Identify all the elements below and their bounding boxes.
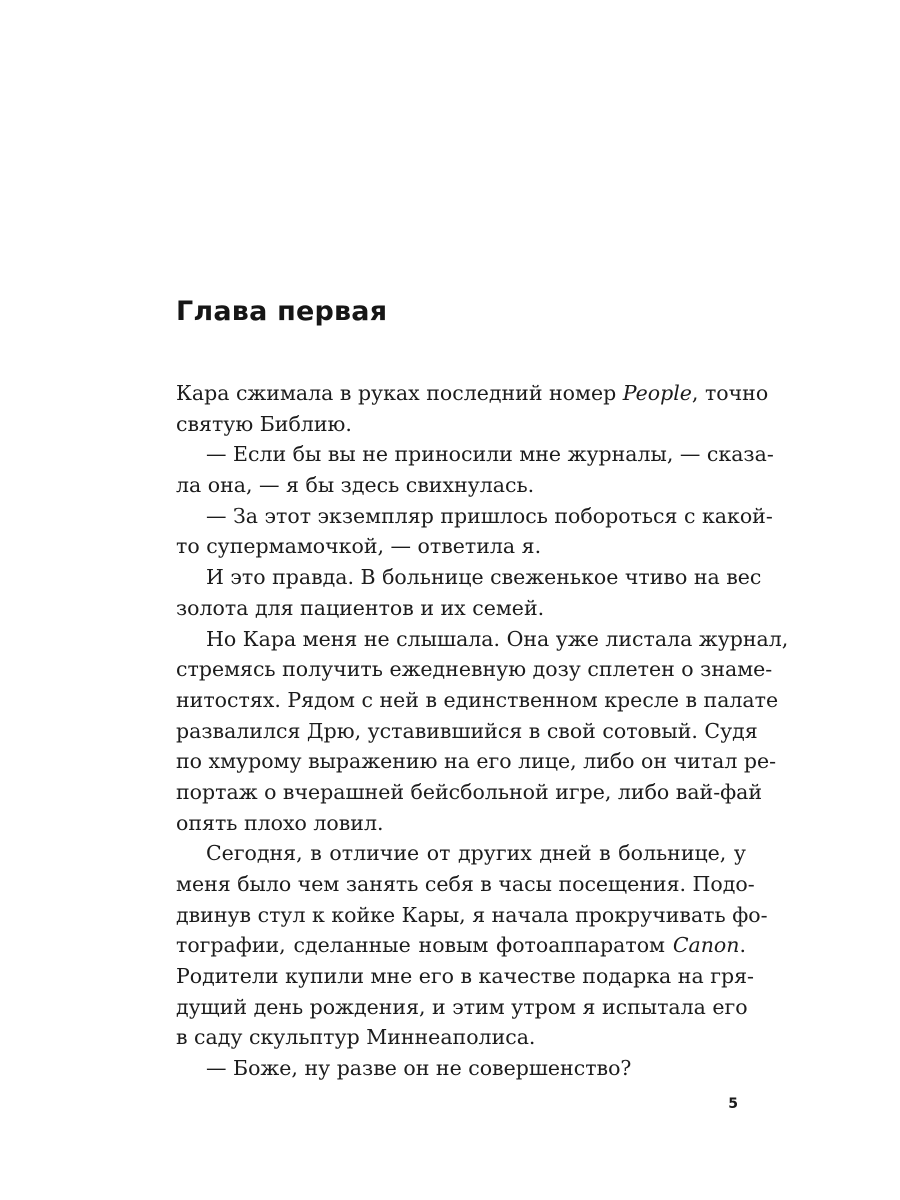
text-line: портаж о вчерашней бейсбольной игре, либо вай-фай — [176, 779, 763, 804]
text-line: золота для пациентов и их семей. — [176, 595, 545, 620]
page-number: 5 — [728, 1096, 738, 1112]
text-line: по хмурому выражению на его лице, либо он читал ре- — [176, 749, 777, 774]
text-line: Родители купили мне его в качестве подарка на гря- — [176, 964, 754, 989]
text-line: тографии, сделанные новым фотоаппаратом Canon. — [176, 933, 746, 958]
text-line: — Боже, ну разве он не совершенство? — [206, 1056, 632, 1081]
text-line: двинув стул к койке Кары, я начала прокручивать фо- — [176, 902, 768, 927]
text-line: дущий день рождения, и этим утром я испытала его — [176, 994, 748, 1019]
text-line: в саду скульптур Миннеаполиса. — [176, 1025, 536, 1050]
text-line: Сегодня, в отличие от других дней в больнице, у — [206, 841, 746, 866]
text-line: ла она, — я бы здесь свихнулась. — [176, 473, 535, 498]
text-line: — За этот экземпляр пришлось побороться с какой- — [206, 503, 773, 528]
text-line: меня было чем занять себя в часы посещения. Подо- — [176, 872, 755, 896]
text-line: И это правда. В больнице свеженькое чтиво на вес — [206, 565, 762, 590]
text-line: — Если бы вы не приносили мне журналы, — сказа- — [206, 442, 774, 467]
chapter-body — [176, 378, 789, 1084]
camera-brand: Canon — [672, 933, 740, 958]
chapter-title: Глава первая — [176, 296, 388, 327]
text-line: стремясь получить ежедневную дозу сплетен о знаме- — [176, 657, 773, 682]
text-line: опять плохо ловил. — [176, 810, 384, 835]
text-line: Но Кара меня не слышала. Она уже листала журнал, — [206, 626, 789, 651]
text-line: нитостях. Рядом с ней в единственном кресле в палате — [176, 687, 779, 712]
text-line: то супермамочкой, — ответила я. — [176, 534, 542, 559]
text-line: святую Библию. — [176, 411, 352, 436]
text-line: развалился Дрю, уставившийся в свой сотовый. Судя — [176, 718, 758, 743]
magazine-title: People — [622, 381, 692, 405]
text-line: Кара сжимала в руках последний номер People, точно — [176, 381, 769, 405]
